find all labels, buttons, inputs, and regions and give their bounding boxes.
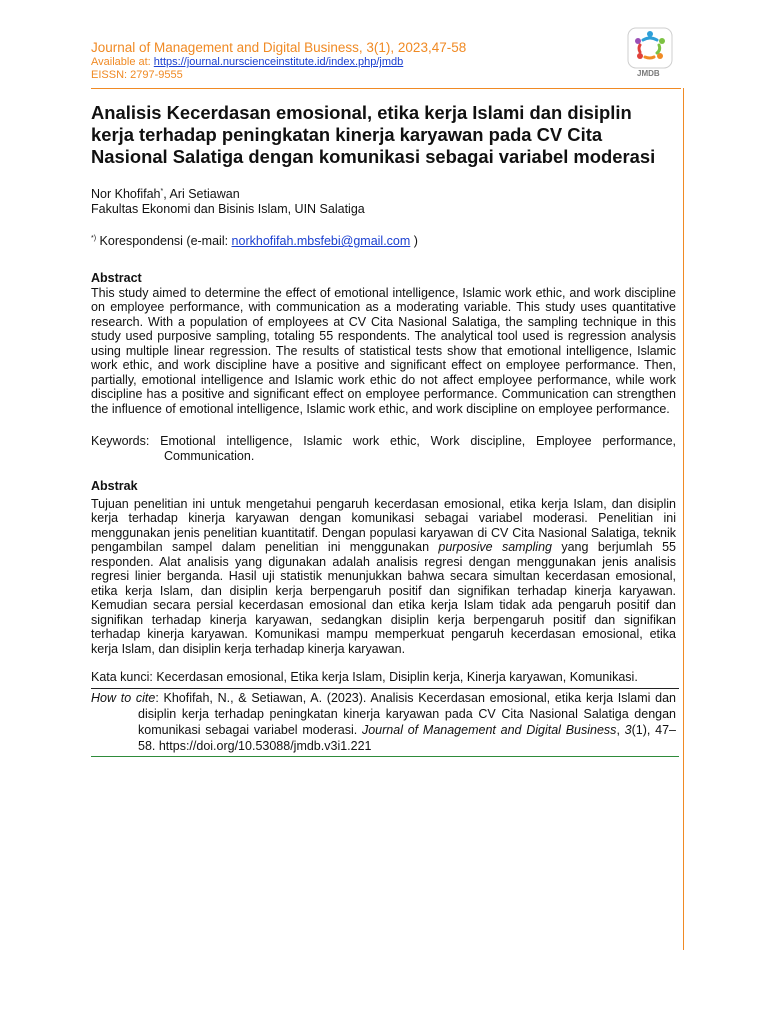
abstrak-text: [91, 497, 676, 657]
correspondence-close: ): [410, 234, 418, 249]
cite-volume: 3: [624, 722, 632, 737]
corresponding-mark: *: [160, 188, 164, 195]
correspondence-mark: *): [91, 235, 97, 243]
available-label: Available at:: [91, 56, 154, 68]
eissn: EISSN: 2797-9555: [91, 69, 183, 81]
kata-kunci-list: Kecerdasan emosional, Etika kerja Islam, Disiplin kerja, Kinerja karyawan, Komunikasi.: [156, 670, 638, 685]
kata-kunci: [91, 670, 676, 685]
correspondence-label: Korespondensi (e-mail:: [96, 234, 232, 249]
abstract-text: This study aimed to determine the effect of emotional intelligence, Islamic work ethic, and work discipline on employee performance, with communication as a moderating variable. This study uses quantitative research. With a population of employees at CV Cita Nasional Salatiga, the sampling technique in this study used purposive sampling, totaling 55 respondents. The analytical tool used is regression analysis using multiple linear regression. The results of statistical tests show that emotional intelligence, Islamic work ethic, and work discipline have a positive and significant effect on employee performance. Then, partially, emotional intelligence and Islamic work ethic do not affect employee performance, while work discipline has a positive and significant effect on employee performance. Communication can strengthen the influence of emotional intelligence, Islamic work ethic, and work discipline on employee performance.: [91, 285, 676, 416]
keywords: [91, 434, 676, 463]
citation-bottom-rule: [91, 756, 679, 757]
header-divider: [91, 88, 681, 89]
journal-title: Journal of Management and Digital Business, 3(1), 2023,47-58: [91, 40, 467, 55]
abstract-heading: Abstract: [91, 271, 142, 286]
abstrak-italic-term: purposive sampling: [438, 540, 552, 555]
logo-text: JMDB: [637, 69, 660, 78]
cite-text-part-1: : Khofifah, N., & Setiawan, A. (2023). Analisis Kecerdasan emosional, etika kerja Islami dan disiplin kerja terhadap peningkatan kinerja karyawan pada CV Cita Nasional Salatiga dengan komunikasi sebagai variabel moderasi.: [138, 690, 676, 737]
abstrak-text-part-2: yang berjumlah 55 responden. Alat analisis yang digunakan adalah analisis regresi dengan menggunakan jenis analisis regresi linier berganda. Hasil uji statistik menunjukkan bahwa secara simultan kecerdasan emosional, etika kerja Islam, dan disiplin kerja berpengaruh positif dan signifikan terhadap kinerja karyawan. Kemudian secara persial kecerdasan emosional dan etika kerja Islam tidak ada pengaruh positif dan signifikan terhadap kinerja karyawan, sedangkan disiplin kerja berpengaruh positif dan signifikan terhadap kinerja karyawan. Komunikasi mampu memperkuat pengaruh kecerdasan emosional, etika kerja Islam, dan disiplin kerja terhadap kinerja karyawan.: [91, 540, 676, 656]
cite-text-part-2: (1), 47–58. https://doi.org/10.53088/jmdb.v3i1.221: [138, 722, 676, 753]
email-link[interactable]: norkhofifah.mbsfebi@gmail.com: [231, 234, 411, 249]
availability-line: [91, 56, 611, 69]
how-to-cite: [91, 690, 676, 754]
abstrak-text-part-1: Tujuan penelitian ini untuk mengetahui pengaruh kecerdasan emosional, etika kerja Islam, dan disiplin kerja terhadap kinerja karyawan dengan komunikasi sebagai variabel moderasi. Penelitian ini menggunakan jenis penelitian kuantitatif. Dengan populasi karyawan di CV Cita Nasional Salatiga, teknik pengambilan sampel dalam penelitian ini menggunakan: [91, 496, 676, 555]
keywords-label: Keywords:: [91, 434, 161, 449]
authors: [91, 184, 676, 202]
cite-journal: Journal of Management and Digital Business: [361, 722, 617, 737]
kata-kunci-label: Kata kunci:: [91, 670, 157, 685]
abstract-section: [91, 271, 676, 416]
journal-url-link[interactable]: https://journal.nurscienceinstitute.id/index.php/jmdb: [153, 56, 404, 68]
author-2: , Ari Setiawan: [163, 187, 240, 202]
jmdb-logo: [624, 24, 676, 84]
article-body: [91, 102, 676, 757]
right-margin-rule: [683, 88, 684, 950]
cite-label: How to cite: [91, 690, 156, 705]
keywords-list: Emotional intelligence, Islamic work ethic, Work discipline, Employee performance, Communication.: [160, 434, 676, 463]
correspondence: [91, 231, 676, 249]
journal-header: [91, 40, 611, 82]
author-1: Nor Khofifah: [91, 187, 161, 202]
cite-comma: ,: [616, 722, 625, 737]
paper-title: Analisis Kecerdasan emosional, etika kerja Islami dan disiplin kerja terhadap peningkatan kinerja karyawan pada CV Cita Nasional Salatiga dengan komunikasi sebagai variabel moderasi: [91, 102, 656, 167]
abstrak-section: [91, 479, 676, 656]
jmdb-logo-icon: [624, 24, 676, 72]
abstrak-heading: Abstrak: [91, 479, 138, 494]
citation-top-rule: [91, 688, 679, 689]
affiliation: Fakultas Ekonomi dan Bisinis Islam, UIN Salatiga: [91, 202, 365, 217]
